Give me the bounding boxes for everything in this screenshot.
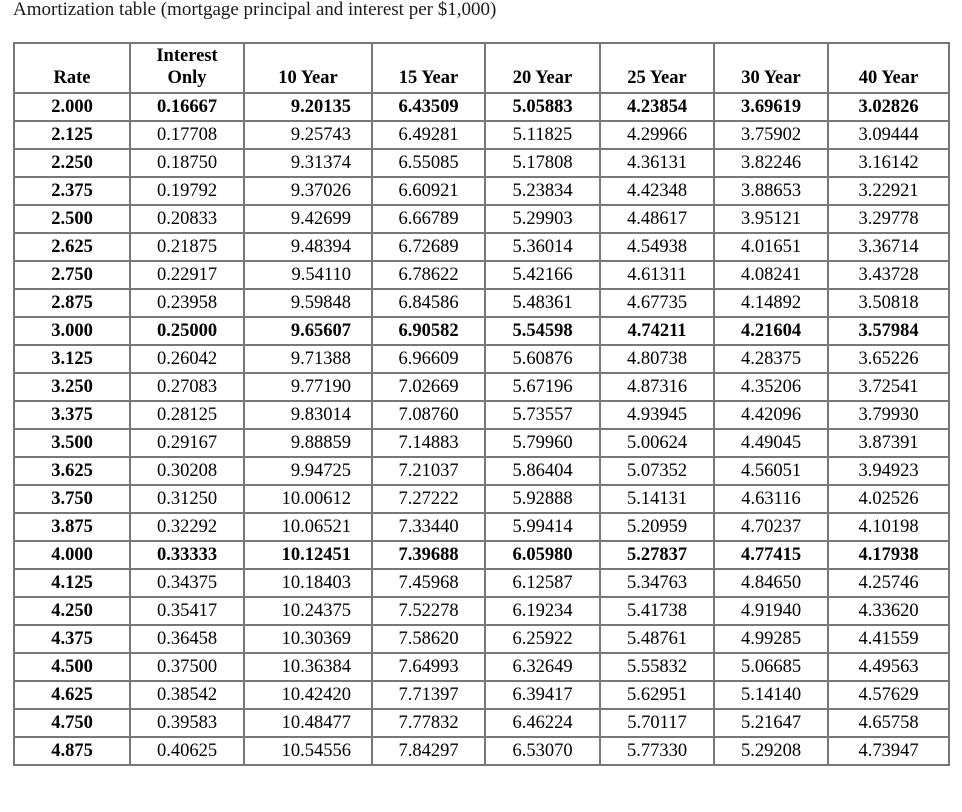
cell-20-year: 5.92888 <box>485 485 600 513</box>
column-header-30-year <box>714 43 828 93</box>
cell-30-year: 3.75902 <box>714 121 828 149</box>
table-row <box>14 709 949 737</box>
cell-20-year: 6.05980 <box>485 541 600 569</box>
cell-10-year: 9.94725 <box>244 457 372 485</box>
cell-10-year: 9.59848 <box>244 289 372 317</box>
column-header-label: 15 Year <box>398 68 459 88</box>
cell-10-year: 10.00612 <box>244 485 372 513</box>
cell-rate: 3.375 <box>14 401 130 429</box>
cell-20-year: 5.36014 <box>485 233 600 261</box>
cell-10-year: 10.54556 <box>244 737 372 765</box>
cell-interest-only: 0.38542 <box>130 681 244 709</box>
cell-40-year: 3.02826 <box>828 93 949 121</box>
cell-interest-only: 0.37500 <box>130 653 244 681</box>
cell-10-year: 9.20135 <box>244 93 372 121</box>
cell-40-year: 3.50818 <box>828 289 949 317</box>
cell-25-year: 4.93945 <box>600 401 714 429</box>
cell-interest-only: 0.33333 <box>130 541 244 569</box>
cell-10-year: 10.12451 <box>244 541 372 569</box>
cell-25-year: 5.77330 <box>600 737 714 765</box>
cell-15-year: 7.45968 <box>372 569 485 597</box>
cell-15-year: 6.84586 <box>372 289 485 317</box>
cell-15-year: 7.71397 <box>372 681 485 709</box>
cell-25-year: 4.23854 <box>600 93 714 121</box>
cell-25-year: 5.48761 <box>600 625 714 653</box>
table-row <box>14 261 949 289</box>
cell-15-year: 7.39688 <box>372 541 485 569</box>
cell-rate: 3.750 <box>14 485 130 513</box>
cell-30-year: 4.99285 <box>714 625 828 653</box>
cell-40-year: 4.33620 <box>828 597 949 625</box>
table-row <box>14 93 949 121</box>
cell-25-year: 4.42348 <box>600 177 714 205</box>
column-header-25-year <box>600 43 714 93</box>
cell-20-year: 6.39417 <box>485 681 600 709</box>
cell-30-year: 5.06685 <box>714 653 828 681</box>
cell-rate: 2.250 <box>14 149 130 177</box>
cell-40-year: 3.65226 <box>828 345 949 373</box>
cell-rate: 4.250 <box>14 597 130 625</box>
cell-25-year: 5.00624 <box>600 429 714 457</box>
table-row <box>14 149 949 177</box>
cell-interest-only: 0.18750 <box>130 149 244 177</box>
cell-15-year: 7.52278 <box>372 597 485 625</box>
cell-rate: 4.500 <box>14 653 130 681</box>
cell-25-year: 4.48617 <box>600 205 714 233</box>
table-row <box>14 653 949 681</box>
table-body <box>14 93 949 765</box>
cell-30-year: 3.88653 <box>714 177 828 205</box>
cell-20-year: 5.42166 <box>485 261 600 289</box>
cell-rate: 4.125 <box>14 569 130 597</box>
cell-10-year: 10.30369 <box>244 625 372 653</box>
cell-10-year: 9.88859 <box>244 429 372 457</box>
cell-20-year: 5.23834 <box>485 177 600 205</box>
cell-rate: 2.500 <box>14 205 130 233</box>
cell-rate: 3.125 <box>14 345 130 373</box>
cell-20-year: 5.11825 <box>485 121 600 149</box>
cell-30-year: 3.82246 <box>714 149 828 177</box>
cell-30-year: 4.91940 <box>714 597 828 625</box>
cell-20-year: 6.32649 <box>485 653 600 681</box>
cell-20-year: 5.86404 <box>485 457 600 485</box>
cell-15-year: 6.90582 <box>372 317 485 345</box>
cell-20-year: 5.05883 <box>485 93 600 121</box>
cell-10-year: 10.48477 <box>244 709 372 737</box>
cell-30-year: 5.21647 <box>714 709 828 737</box>
cell-30-year: 4.56051 <box>714 457 828 485</box>
cell-30-year: 4.63116 <box>714 485 828 513</box>
cell-20-year: 5.99414 <box>485 513 600 541</box>
cell-10-year: 10.36384 <box>244 653 372 681</box>
cell-15-year: 6.78622 <box>372 261 485 289</box>
cell-20-year: 5.67196 <box>485 373 600 401</box>
cell-25-year: 5.20959 <box>600 513 714 541</box>
cell-15-year: 7.14883 <box>372 429 485 457</box>
table-row <box>14 681 949 709</box>
column-header-label: Rate <box>53 68 91 88</box>
table-row <box>14 457 949 485</box>
cell-rate: 2.000 <box>14 93 130 121</box>
cell-20-year: 5.60876 <box>485 345 600 373</box>
header-row <box>14 43 949 93</box>
cell-25-year: 4.29966 <box>600 121 714 149</box>
cell-interest-only: 0.25000 <box>130 317 244 345</box>
cell-15-year: 7.77832 <box>372 709 485 737</box>
column-header-label: 40 Year <box>858 68 919 88</box>
cell-rate: 2.375 <box>14 177 130 205</box>
cell-rate: 3.625 <box>14 457 130 485</box>
table-row <box>14 597 949 625</box>
cell-25-year: 5.34763 <box>600 569 714 597</box>
column-header-label: 20 Year <box>512 68 573 88</box>
cell-30-year: 5.29208 <box>714 737 828 765</box>
cell-30-year: 4.01651 <box>714 233 828 261</box>
cell-40-year: 4.02526 <box>828 485 949 513</box>
cell-25-year: 5.55832 <box>600 653 714 681</box>
cell-40-year: 3.43728 <box>828 261 949 289</box>
table-row <box>14 121 949 149</box>
cell-15-year: 6.72689 <box>372 233 485 261</box>
cell-10-year: 9.71388 <box>244 345 372 373</box>
cell-30-year: 4.49045 <box>714 429 828 457</box>
table-row <box>14 485 949 513</box>
cell-25-year: 4.67735 <box>600 289 714 317</box>
cell-25-year: 5.41738 <box>600 597 714 625</box>
cell-40-year: 3.87391 <box>828 429 949 457</box>
cell-rate: 3.875 <box>14 513 130 541</box>
cell-10-year: 9.65607 <box>244 317 372 345</box>
cell-30-year: 4.77415 <box>714 541 828 569</box>
cell-10-year: 9.37026 <box>244 177 372 205</box>
table-caption: Amortization table (mortgage principal and interest per $1,000) <box>13 0 497 20</box>
amortization-table <box>13 42 950 766</box>
cell-rate: 4.000 <box>14 541 130 569</box>
cell-20-year: 6.53070 <box>485 737 600 765</box>
cell-40-year: 4.65758 <box>828 709 949 737</box>
table-row <box>14 345 949 373</box>
cell-40-year: 4.73947 <box>828 737 949 765</box>
cell-30-year: 4.28375 <box>714 345 828 373</box>
cell-10-year: 10.42420 <box>244 681 372 709</box>
cell-rate: 2.625 <box>14 233 130 261</box>
cell-40-year: 3.22921 <box>828 177 949 205</box>
cell-40-year: 4.17938 <box>828 541 949 569</box>
cell-15-year: 7.27222 <box>372 485 485 513</box>
cell-interest-only: 0.34375 <box>130 569 244 597</box>
column-header-label: Only <box>167 68 207 88</box>
table-row <box>14 401 949 429</box>
cell-25-year: 4.74211 <box>600 317 714 345</box>
cell-25-year: 4.87316 <box>600 373 714 401</box>
cell-25-year: 5.27837 <box>600 541 714 569</box>
cell-rate: 4.875 <box>14 737 130 765</box>
cell-25-year: 5.07352 <box>600 457 714 485</box>
cell-30-year: 4.14892 <box>714 289 828 317</box>
cell-25-year: 5.14131 <box>600 485 714 513</box>
cell-30-year: 4.84650 <box>714 569 828 597</box>
cell-20-year: 6.12587 <box>485 569 600 597</box>
cell-interest-only: 0.22917 <box>130 261 244 289</box>
cell-25-year: 4.80738 <box>600 345 714 373</box>
cell-interest-only: 0.35417 <box>130 597 244 625</box>
cell-10-year: 9.48394 <box>244 233 372 261</box>
cell-interest-only: 0.32292 <box>130 513 244 541</box>
cell-interest-only: 0.17708 <box>130 121 244 149</box>
column-header-interest-only <box>130 43 244 93</box>
cell-15-year: 6.49281 <box>372 121 485 149</box>
cell-15-year: 7.33440 <box>372 513 485 541</box>
cell-10-year: 10.06521 <box>244 513 372 541</box>
cell-interest-only: 0.28125 <box>130 401 244 429</box>
cell-interest-only: 0.39583 <box>130 709 244 737</box>
table-row <box>14 541 949 569</box>
column-header-label: Interest <box>156 46 218 66</box>
cell-interest-only: 0.16667 <box>130 93 244 121</box>
cell-30-year: 4.08241 <box>714 261 828 289</box>
cell-40-year: 3.16142 <box>828 149 949 177</box>
cell-15-year: 7.58620 <box>372 625 485 653</box>
column-header-label: 30 Year <box>741 68 801 88</box>
cell-20-year: 5.79960 <box>485 429 600 457</box>
cell-interest-only: 0.31250 <box>130 485 244 513</box>
cell-interest-only: 0.21875 <box>130 233 244 261</box>
cell-15-year: 7.02669 <box>372 373 485 401</box>
cell-interest-only: 0.29167 <box>130 429 244 457</box>
cell-40-year: 4.57629 <box>828 681 949 709</box>
table-row <box>14 205 949 233</box>
cell-15-year: 6.96609 <box>372 345 485 373</box>
cell-40-year: 3.09444 <box>828 121 949 149</box>
cell-30-year: 4.42096 <box>714 401 828 429</box>
cell-25-year: 4.61311 <box>600 261 714 289</box>
cell-rate: 3.250 <box>14 373 130 401</box>
table-row <box>14 625 949 653</box>
cell-20-year: 5.48361 <box>485 289 600 317</box>
cell-interest-only: 0.27083 <box>130 373 244 401</box>
cell-20-year: 5.29903 <box>485 205 600 233</box>
cell-rate: 3.500 <box>14 429 130 457</box>
cell-25-year: 5.62951 <box>600 681 714 709</box>
cell-40-year: 4.41559 <box>828 625 949 653</box>
cell-rate: 2.125 <box>14 121 130 149</box>
cell-interest-only: 0.30208 <box>130 457 244 485</box>
cell-40-year: 3.29778 <box>828 205 949 233</box>
cell-20-year: 5.17808 <box>485 149 600 177</box>
cell-40-year: 3.94923 <box>828 457 949 485</box>
cell-15-year: 6.60921 <box>372 177 485 205</box>
table-row <box>14 569 949 597</box>
cell-40-year: 3.72541 <box>828 373 949 401</box>
table-row <box>14 737 949 765</box>
cell-20-year: 6.25922 <box>485 625 600 653</box>
cell-15-year: 7.21037 <box>372 457 485 485</box>
table-row <box>14 289 949 317</box>
cell-10-year: 10.18403 <box>244 569 372 597</box>
table-row <box>14 429 949 457</box>
cell-20-year: 5.54598 <box>485 317 600 345</box>
cell-40-year: 3.57984 <box>828 317 949 345</box>
cell-20-year: 5.73557 <box>485 401 600 429</box>
table-header <box>14 43 949 93</box>
table-row <box>14 233 949 261</box>
cell-40-year: 4.49563 <box>828 653 949 681</box>
cell-10-year: 9.25743 <box>244 121 372 149</box>
cell-30-year: 3.69619 <box>714 93 828 121</box>
column-header-label: 25 Year <box>627 68 687 88</box>
cell-rate: 4.625 <box>14 681 130 709</box>
cell-20-year: 6.19234 <box>485 597 600 625</box>
cell-15-year: 6.55085 <box>372 149 485 177</box>
cell-30-year: 3.95121 <box>714 205 828 233</box>
cell-25-year: 4.54938 <box>600 233 714 261</box>
column-header-40-year <box>828 43 949 93</box>
column-header-10-year <box>244 43 372 93</box>
cell-15-year: 6.43509 <box>372 93 485 121</box>
table-row <box>14 513 949 541</box>
cell-interest-only: 0.40625 <box>130 737 244 765</box>
cell-rate: 2.750 <box>14 261 130 289</box>
cell-40-year: 4.10198 <box>828 513 949 541</box>
table-row <box>14 373 949 401</box>
cell-10-year: 9.42699 <box>244 205 372 233</box>
cell-25-year: 5.70117 <box>600 709 714 737</box>
cell-30-year: 4.70237 <box>714 513 828 541</box>
cell-10-year: 9.83014 <box>244 401 372 429</box>
cell-rate: 3.000 <box>14 317 130 345</box>
cell-rate: 2.875 <box>14 289 130 317</box>
cell-interest-only: 0.23958 <box>130 289 244 317</box>
cell-40-year: 4.25746 <box>828 569 949 597</box>
cell-20-year: 6.46224 <box>485 709 600 737</box>
column-header-rate <box>14 43 130 93</box>
cell-rate: 4.750 <box>14 709 130 737</box>
cell-interest-only: 0.26042 <box>130 345 244 373</box>
cell-15-year: 7.64993 <box>372 653 485 681</box>
cell-40-year: 3.79930 <box>828 401 949 429</box>
cell-30-year: 4.35206 <box>714 373 828 401</box>
cell-15-year: 7.08760 <box>372 401 485 429</box>
cell-30-year: 4.21604 <box>714 317 828 345</box>
cell-10-year: 9.31374 <box>244 149 372 177</box>
cell-rate: 4.375 <box>14 625 130 653</box>
cell-15-year: 7.84297 <box>372 737 485 765</box>
column-header-label: 10 Year <box>278 68 338 88</box>
cell-interest-only: 0.19792 <box>130 177 244 205</box>
column-header-15-year <box>372 43 485 93</box>
cell-interest-only: 0.20833 <box>130 205 244 233</box>
table-row <box>14 317 949 345</box>
cell-10-year: 9.77190 <box>244 373 372 401</box>
table-row <box>14 177 949 205</box>
cell-10-year: 9.54110 <box>244 261 372 289</box>
cell-30-year: 5.14140 <box>714 681 828 709</box>
cell-15-year: 6.66789 <box>372 205 485 233</box>
cell-interest-only: 0.36458 <box>130 625 244 653</box>
cell-25-year: 4.36131 <box>600 149 714 177</box>
cell-40-year: 3.36714 <box>828 233 949 261</box>
column-header-20-year <box>485 43 600 93</box>
cell-10-year: 10.24375 <box>244 597 372 625</box>
